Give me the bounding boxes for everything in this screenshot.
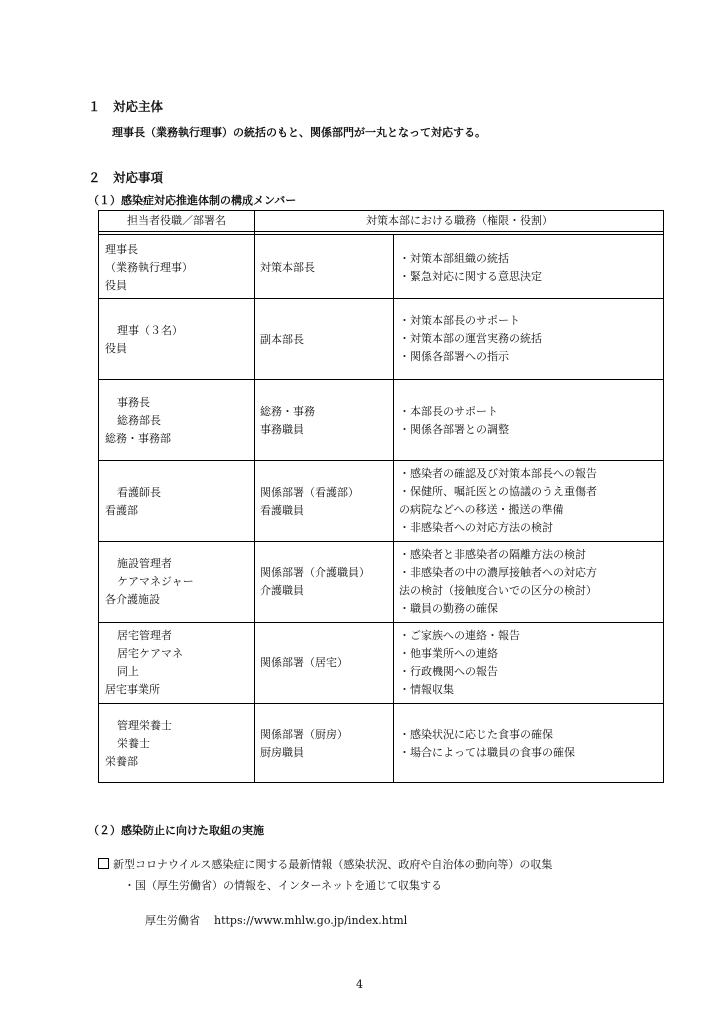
header-double-line [99, 234, 663, 235]
table-row-7-col3 [399, 726, 575, 762]
cell-line: 理事（３名） [117, 324, 183, 337]
table-row-5-col3 [399, 546, 597, 618]
section-1-heading [88, 97, 163, 115]
cell-line: ・職員の勤務の確保 [399, 602, 498, 615]
subsection-2-title: （２）感染防止に向けた取組の実施 [88, 824, 264, 837]
cell-line: ・関係各部署との調整 [399, 423, 509, 436]
cell-line: ・場合によっては職員の食事の確保 [399, 746, 575, 759]
cell-line: 看護師長 [117, 486, 161, 499]
cell-line: ・本部長のサポート [399, 405, 498, 418]
cell-line: 関係部署（介護職員） [260, 566, 370, 579]
cell-line: 介護職員 [260, 584, 304, 597]
table-row-2-col1 [105, 322, 183, 358]
table-row-3-col1 [105, 394, 171, 448]
section-2-heading [88, 168, 163, 186]
cell-line: 厨房職員 [260, 746, 304, 759]
page-number: 4 [356, 978, 363, 991]
col-divider-1 [254, 211, 255, 782]
cell-line: ・感染者の確認及び対策本部長への報告 [399, 467, 597, 480]
table-row-1-col2 [260, 259, 315, 277]
cell-line: ・対策本部の運営実務の統括 [399, 332, 542, 345]
cell-line: ・ご家族への連絡・報告 [399, 629, 520, 642]
cell-line: 栄養部 [105, 755, 138, 768]
table-row-1-col1 [105, 241, 193, 295]
cell-line: 看護部 [105, 504, 138, 517]
cell-line: 管理栄養士 [117, 719, 172, 732]
table-row-6-col3 [399, 627, 520, 699]
cell-line: 事務職員 [260, 423, 304, 436]
cell-line: 対策本部長 [260, 261, 315, 274]
mhlw-link[interactable]: https://www.mhlw.go.jp/index.html [214, 914, 408, 927]
table-row-6-col2 [260, 654, 348, 672]
cell-line: ・対策本部組織の統括 [399, 252, 509, 265]
info-item-text: 新型コロナウイルス感染症に関する最新情報（感染状況、政府や自治体の動向等）の収集 [113, 858, 553, 871]
subsection-1-title: （１）感染症対応推進体制の構成メンバー [88, 194, 297, 207]
table-header-col1: 担当者役職／部署名 [127, 214, 226, 227]
info-item [98, 856, 552, 872]
reference-link-row [145, 912, 407, 928]
cell-line: 居宅管理者 [117, 629, 172, 642]
cell-line: 副本部長 [260, 333, 304, 346]
section-1-body: 理事長（業務執行理事）の統括のもと、関係部門が一丸となって対応する。 [112, 126, 486, 139]
table-row-1-col3 [399, 250, 542, 286]
cell-line: ・対策本部長のサポート [399, 314, 520, 327]
table-row-6-col1 [105, 627, 183, 699]
section-1-title: 対応主体 [113, 99, 164, 114]
row-divider [99, 298, 663, 299]
cell-line: 総務部長 [117, 414, 161, 427]
row-divider [99, 541, 663, 542]
cell-line: 居宅ケアマネ [117, 647, 183, 660]
cell-line: 総務・事務 [260, 405, 315, 418]
cell-line: ・他事業所への連絡 [399, 647, 498, 660]
cell-line: 居宅事業所 [105, 683, 160, 696]
table-row-5-col1 [105, 555, 194, 609]
cell-line: 役員 [105, 279, 127, 292]
table-row-2-col3 [399, 312, 542, 366]
table-header-col2: 対策本部における職務（権限・役割） [366, 214, 553, 227]
table-row-7-col2 [260, 726, 348, 762]
cell-line: 栄養士 [117, 737, 150, 750]
members-table [98, 210, 664, 783]
cell-line: 役員 [105, 342, 127, 355]
cell-line: ・関係各部署への指示 [399, 350, 509, 363]
cell-line: 各介護施設 [105, 593, 160, 606]
table-row-4-col2 [260, 484, 359, 520]
cell-line: 法の検討（接触度合いでの区分の検討） [399, 584, 597, 597]
table-row-4-col3 [399, 465, 597, 537]
row-divider [99, 622, 663, 623]
cell-line: ・情報収集 [399, 683, 454, 696]
cell-line: 看護職員 [260, 504, 304, 517]
cell-line: ・感染者と非感染者の隔離方法の検討 [399, 548, 586, 561]
cell-line: ・感染状況に応じた食事の確保 [399, 728, 553, 741]
table-row-5-col2 [260, 564, 370, 600]
cell-line: の病院などへの移送・搬送の準備 [399, 503, 564, 516]
row-divider [99, 379, 663, 380]
cell-line: ・保健所、嘱託医との協議のうえ重傷者 [399, 485, 597, 498]
cell-line: ・行政機関への報告 [399, 665, 498, 678]
table-row-3-col2 [260, 403, 315, 439]
row-divider [99, 460, 663, 461]
cell-line: （業務執行理事） [105, 261, 193, 274]
cell-line: 関係部署（居宅） [260, 656, 348, 669]
link-label: 厚生労働省 [145, 914, 200, 927]
cell-line: ・非感染者の中の濃厚接触者への対応方 [399, 566, 597, 579]
table-row-7-col1 [105, 717, 172, 771]
section-2-number: ２ [88, 170, 101, 185]
section-2-title: 対応事項 [113, 170, 164, 185]
table-row-3-col3 [399, 403, 509, 439]
info-sub-item: ・国（厚生労働省）の情報を、インターネットを通じて収集する [124, 879, 443, 892]
col-divider-2 [393, 234, 394, 782]
cell-line: 同上 [117, 665, 139, 678]
cell-line: 事務長 [117, 396, 150, 409]
cell-line: 関係部署（看護部） [260, 486, 359, 499]
cell-line: 施設管理者 [117, 557, 172, 570]
cell-line: ・緊急対応に関する意思決定 [399, 270, 542, 283]
section-1-number: １ [88, 99, 101, 114]
cell-line: 関係部署（厨房） [260, 728, 348, 741]
cell-line: ケアマネジャー [117, 575, 194, 588]
table-row-4-col1 [105, 484, 161, 520]
table-header [99, 211, 663, 232]
table-row-2-col2 [260, 331, 304, 349]
cell-line: 理事長 [105, 243, 138, 256]
row-divider [99, 703, 663, 704]
checkbox-bullet-icon [98, 858, 109, 869]
cell-line: ・非感染者への対応方法の検討 [399, 521, 553, 534]
cell-line: 総務・事務部 [105, 432, 171, 445]
